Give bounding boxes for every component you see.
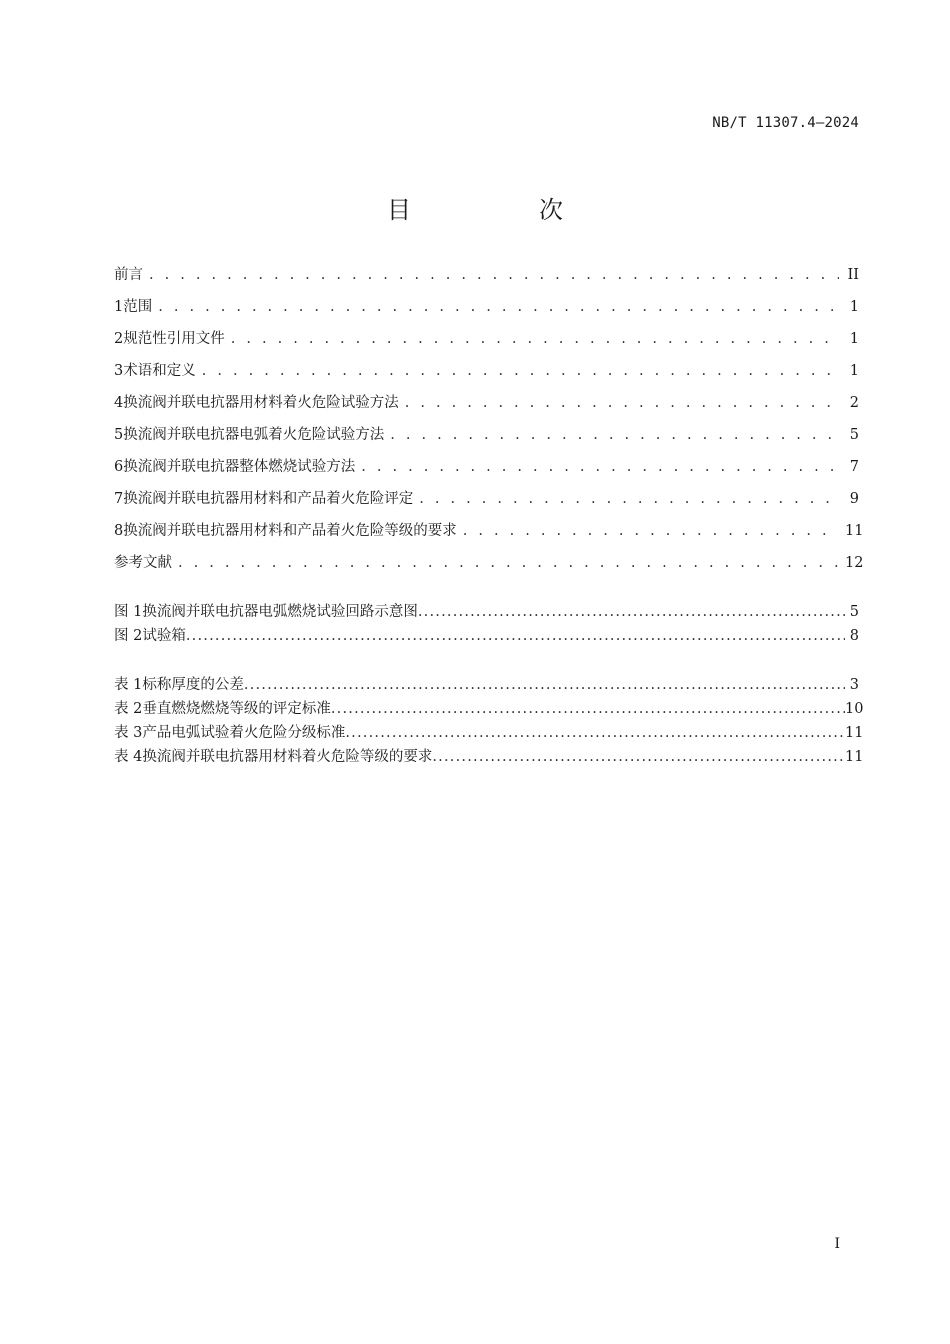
toc-entry-title: 换流阀并联电抗器用材料和产品着火危险评定 (123, 491, 414, 507)
toc-entry-title: 规范性引用文件 (123, 331, 225, 347)
toc-entry-7[interactable] (114, 487, 859, 519)
dot-leader (418, 604, 845, 620)
table-title: 垂直燃烧燃烧等级的评定标准 (142, 701, 331, 717)
toc-entry-number: 7 (114, 491, 124, 507)
table-title: 标称厚度的公差 (142, 677, 244, 693)
figure-page: 5 (849, 604, 859, 620)
toc-entry-title: 换流阀并联电抗器电弧着火危险试验方法 (123, 427, 385, 443)
toc-entry-page: II (847, 267, 859, 283)
table-title: 产品电弧试验着火危险分级标准 (142, 725, 346, 741)
toc-entry-page: 11 (845, 523, 864, 539)
figure-title: 试验箱 (142, 628, 186, 644)
table-list (114, 673, 864, 769)
table-title: 换流阀并联电抗器用材料着火危险等级的要求 (142, 749, 433, 765)
toc-entry-8[interactable] (114, 519, 864, 551)
toc-entry-title: 前言 (114, 267, 143, 283)
dot-leader (463, 523, 839, 539)
toc-entry-2[interactable] (114, 327, 859, 359)
figure-entry-2[interactable] (114, 624, 859, 648)
table-label: 表 1 (114, 677, 143, 693)
toc-entry-title: 范围 (123, 299, 153, 315)
figure-page: 8 (849, 628, 859, 644)
toc-entry-title: 术语和定义 (123, 363, 196, 379)
dot-leader (390, 427, 839, 443)
figure-list (114, 600, 859, 648)
figure-label: 图 2 (114, 628, 143, 644)
dot-leader (331, 701, 845, 717)
toc-entry-page: 12 (845, 555, 864, 571)
table-page: 3 (849, 677, 859, 693)
table-page: 11 (845, 725, 864, 741)
toc-entry-number: 3 (114, 363, 124, 379)
toc-entry-number: 5 (114, 427, 124, 443)
figure-entry-1[interactable] (114, 600, 859, 624)
toc-entry-number: 6 (114, 459, 124, 475)
toc-entry-4[interactable] (114, 391, 859, 423)
dot-leader (202, 363, 839, 379)
toc-entry-page: 5 (849, 427, 859, 443)
document-code: NB/T 11307.4—2024 (712, 115, 859, 131)
toc-entry-number: 8 (114, 523, 124, 539)
dot-leader (149, 267, 839, 283)
toc-entry-5[interactable] (114, 423, 859, 455)
toc-entry-references[interactable] (114, 551, 864, 583)
figure-label: 图 1 (114, 604, 143, 620)
page-number: I (834, 1236, 840, 1252)
table-label: 表 3 (114, 725, 143, 741)
toc-entry-number: 4 (114, 395, 124, 411)
dot-leader (244, 677, 845, 693)
dot-leader (158, 299, 839, 315)
dot-leader (432, 749, 845, 765)
toc-entry-number: 1 (114, 299, 124, 315)
toc-entry-title: 换流阀并联电抗器用材料着火危险试验方法 (123, 395, 399, 411)
toc-entry-1[interactable] (114, 295, 859, 327)
toc-entry-page: 2 (849, 395, 859, 411)
table-entry-3[interactable] (114, 721, 864, 745)
toc-entry-page: 1 (849, 363, 859, 379)
toc-entry-6[interactable] (114, 455, 859, 487)
table-entry-4[interactable] (114, 745, 864, 769)
dot-leader (231, 331, 839, 347)
dot-leader (361, 459, 839, 475)
dot-leader (345, 725, 845, 741)
table-entry-1[interactable] (114, 673, 859, 697)
dot-leader (405, 395, 839, 411)
toc-entry-number: 2 (114, 331, 124, 347)
toc-entry-foreword[interactable] (114, 263, 859, 295)
toc-entry-page: 1 (849, 299, 859, 315)
toc-entry-title: 换流阀并联电抗器用材料和产品着火危险等级的要求 (123, 523, 457, 539)
table-entry-2[interactable] (114, 697, 864, 721)
toc-entry-3[interactable] (114, 359, 859, 391)
table-page: 11 (845, 749, 864, 765)
toc-entry-page: 9 (849, 491, 859, 507)
figure-title: 换流阀并联电抗器电弧燃烧试验回路示意图 (142, 604, 418, 620)
toc-entry-page: 1 (849, 331, 859, 347)
table-page: 10 (845, 701, 864, 717)
table-label: 表 2 (114, 701, 143, 717)
dot-leader (419, 491, 839, 507)
dot-leader (186, 628, 845, 644)
page-title: 目 次 (387, 196, 615, 224)
toc-list (114, 263, 864, 583)
toc-entry-title: 参考文献 (114, 555, 172, 571)
table-label: 表 4 (114, 749, 143, 765)
toc-entry-title: 换流阀并联电抗器整体燃烧试验方法 (123, 459, 356, 475)
dot-leader (178, 555, 839, 571)
toc-entry-page: 7 (849, 459, 859, 475)
